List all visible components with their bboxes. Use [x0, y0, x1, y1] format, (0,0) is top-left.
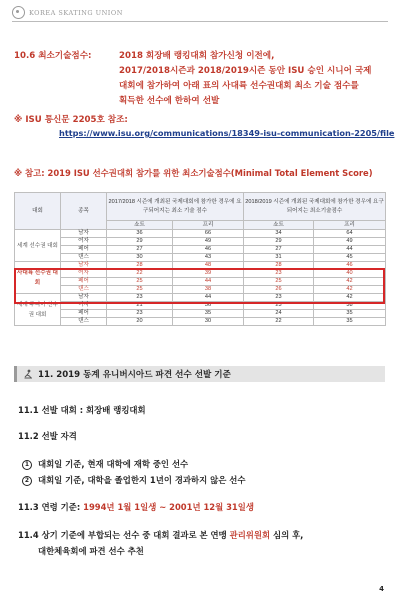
score-cell: 46 — [314, 262, 386, 270]
criterion-1-text: 대회일 기준, 현재 대학에 재학 중인 선수 — [38, 459, 189, 469]
table-row — [15, 302, 386, 310]
table-row — [15, 230, 386, 238]
header-divider — [12, 21, 388, 22]
section-10-6-line: 획득한 선수에 한하여 선발 — [119, 96, 220, 106]
table-row — [15, 294, 386, 302]
page-header — [12, 6, 123, 19]
score-cell: 30 — [173, 318, 244, 326]
score-cell: 49 — [314, 238, 386, 246]
score-cell: 42 — [314, 286, 386, 294]
table-row — [15, 262, 386, 270]
score-cell: 43 — [173, 254, 244, 262]
score-cell: 22 — [244, 318, 314, 326]
isu-reference-title: ※ ISU 통신문 2205호 참조: — [14, 115, 128, 125]
table-row — [15, 278, 386, 286]
score-cell: 29 — [107, 238, 173, 246]
score-cell: 23 — [244, 270, 314, 278]
section-10-6-body — [119, 49, 379, 109]
score-cell: 34 — [244, 230, 314, 238]
table-row — [15, 310, 386, 318]
skater-icon — [23, 369, 33, 379]
management-committee: 관리위원회 — [229, 530, 271, 540]
score-cell: 64 — [314, 230, 386, 238]
score-cell: 44 — [314, 246, 386, 254]
ksu-logo-icon — [12, 6, 25, 19]
item-11-3 — [18, 501, 254, 513]
circled-number: 1 — [22, 460, 32, 470]
score-cell: 25 — [107, 286, 173, 294]
score-cell: 21 — [107, 302, 173, 310]
score-cell: 25 — [107, 278, 173, 286]
page-number: 4 — [379, 585, 384, 593]
score-cell: 46 — [173, 246, 244, 254]
header-short: 쇼트 — [107, 221, 173, 230]
score-cell: 35 — [314, 310, 386, 318]
category-cell: 댄스 — [61, 286, 107, 294]
header-event: 대회 — [15, 193, 61, 230]
header-2018-2019: 2018/2019 시즌에 개최된 국제대회에 참가한 경우에 요구되어지는 최소기술점수 — [244, 193, 386, 221]
item-11-4 — [18, 529, 303, 541]
minimal-score-table-title: ※ 참고: 2019 ISU 선수권대회 참가를 위한 최소기술점수(Minimal Total Element Score) — [14, 168, 373, 178]
score-cell: 30 — [107, 254, 173, 262]
age-range: 1994년 1월 1일생 ~ 2001년 12월 31일생 — [83, 502, 254, 512]
score-cell: 35 — [314, 318, 386, 326]
score-cell: 49 — [173, 238, 244, 246]
category-cell: 남자 — [61, 262, 107, 270]
item-11-4-text: 11.4 상기 기준에 부합되는 선수 중 대회 결과로 본 연맹 — [18, 530, 230, 540]
item-11-2: 11.2 선발 자격 — [18, 431, 77, 441]
score-cell: 48 — [173, 262, 244, 270]
category-cell: 여자 — [61, 238, 107, 246]
score-cell: 38 — [314, 302, 386, 310]
event-group-name: 세계 주니어 선수권 대회 — [15, 294, 61, 326]
criterion-2-text: 대회일 기준, 대학을 졸업한지 1년이 경과하지 않은 선수 — [38, 475, 246, 485]
table-row — [15, 286, 386, 294]
table-row — [15, 318, 386, 326]
circled-number: 2 — [22, 476, 32, 486]
category-cell: 남자 — [61, 230, 107, 238]
category-cell: 댄스 — [61, 318, 107, 326]
category-cell: 페어 — [61, 310, 107, 318]
score-cell: 35 — [173, 310, 244, 318]
category-cell: 여자 — [61, 302, 107, 310]
score-cell: 23 — [244, 294, 314, 302]
header-free: 프리 — [314, 221, 386, 230]
score-cell: 24 — [244, 310, 314, 318]
score-cell: 36 — [107, 230, 173, 238]
score-cell: 29 — [244, 238, 314, 246]
score-cell: 42 — [314, 294, 386, 302]
item-11-1: 11.1 선발 대회 : 회장배 랭킹대회 — [18, 405, 146, 415]
event-group-name: 세계 선수권 대회 — [15, 230, 61, 262]
section-11-heading — [14, 366, 385, 382]
minimal-score-table — [14, 192, 386, 326]
score-cell: 23 — [244, 302, 314, 310]
section-10-6-line: 2017/2018시즌과 2018/2019시즌 동안 ISU 승인 시니어 국제 — [119, 66, 372, 76]
score-cell: 28 — [107, 262, 173, 270]
section-10-6-label: 10.6 최소기술점수: — [14, 51, 92, 61]
section-10-6-line: 대회에 참가하여 아래 표의 사대륙 선수권대회 최소 기술 점수를 — [119, 81, 359, 91]
item-11-3-label: 11.3 연령 기준: — [18, 502, 84, 512]
score-cell: 40 — [314, 270, 386, 278]
score-cell: 44 — [173, 278, 244, 286]
section-11-title: 11. 2019 동계 유니버시아드 파견 선수 선발 기준 — [38, 370, 231, 380]
header-category: 종목 — [61, 193, 107, 230]
category-cell: 페어 — [61, 278, 107, 286]
score-cell: 25 — [244, 278, 314, 286]
criterion-1 — [22, 458, 188, 470]
score-cell: 26 — [244, 286, 314, 294]
score-cell: 20 — [107, 318, 173, 326]
score-cell: 44 — [173, 294, 244, 302]
header-short: 쇼트 — [244, 221, 314, 230]
score-cell: 23 — [107, 294, 173, 302]
header-2017-2018: 2017/2018 시즌에 개최된 국제대회에 참가한 경우에 요구되어지는 최소 기술 점수 — [107, 193, 244, 221]
category-cell: 댄스 — [61, 254, 107, 262]
header-free: 프리 — [173, 221, 244, 230]
category-cell: 여자 — [61, 270, 107, 278]
table-row — [15, 238, 386, 246]
score-cell: 38 — [173, 286, 244, 294]
score-cell: 39 — [173, 270, 244, 278]
score-cell: 28 — [244, 262, 314, 270]
table-row — [15, 270, 386, 278]
isu-communication-link[interactable]: https://www.isu.org/communications/18349-isu-communication-2205/file — [59, 128, 395, 138]
item-11-4-continued: 대한체육회에 파견 선수 추천 — [38, 546, 144, 556]
category-cell: 페어 — [61, 246, 107, 254]
event-group-name: 사대륙 선수권 대회 — [15, 262, 61, 294]
score-cell: 31 — [244, 254, 314, 262]
section-10-6-line: 2018 회장배 랭킹대회 참가신청 이전에, — [119, 51, 275, 61]
score-cell: 36 — [173, 302, 244, 310]
score-cell: 66 — [173, 230, 244, 238]
score-cell: 45 — [314, 254, 386, 262]
item-11-4-text-end: 심의 후, — [270, 530, 304, 540]
score-cell: 27 — [244, 246, 314, 254]
header-org-name: KOREA SKATING UNION — [29, 8, 123, 17]
table-row — [15, 246, 386, 254]
score-cell: 42 — [314, 278, 386, 286]
criterion-2 — [22, 474, 245, 486]
score-cell: 23 — [107, 310, 173, 318]
category-cell: 남자 — [61, 294, 107, 302]
table-row — [15, 254, 386, 262]
score-cell: 27 — [107, 246, 173, 254]
score-cell: 22 — [107, 270, 173, 278]
